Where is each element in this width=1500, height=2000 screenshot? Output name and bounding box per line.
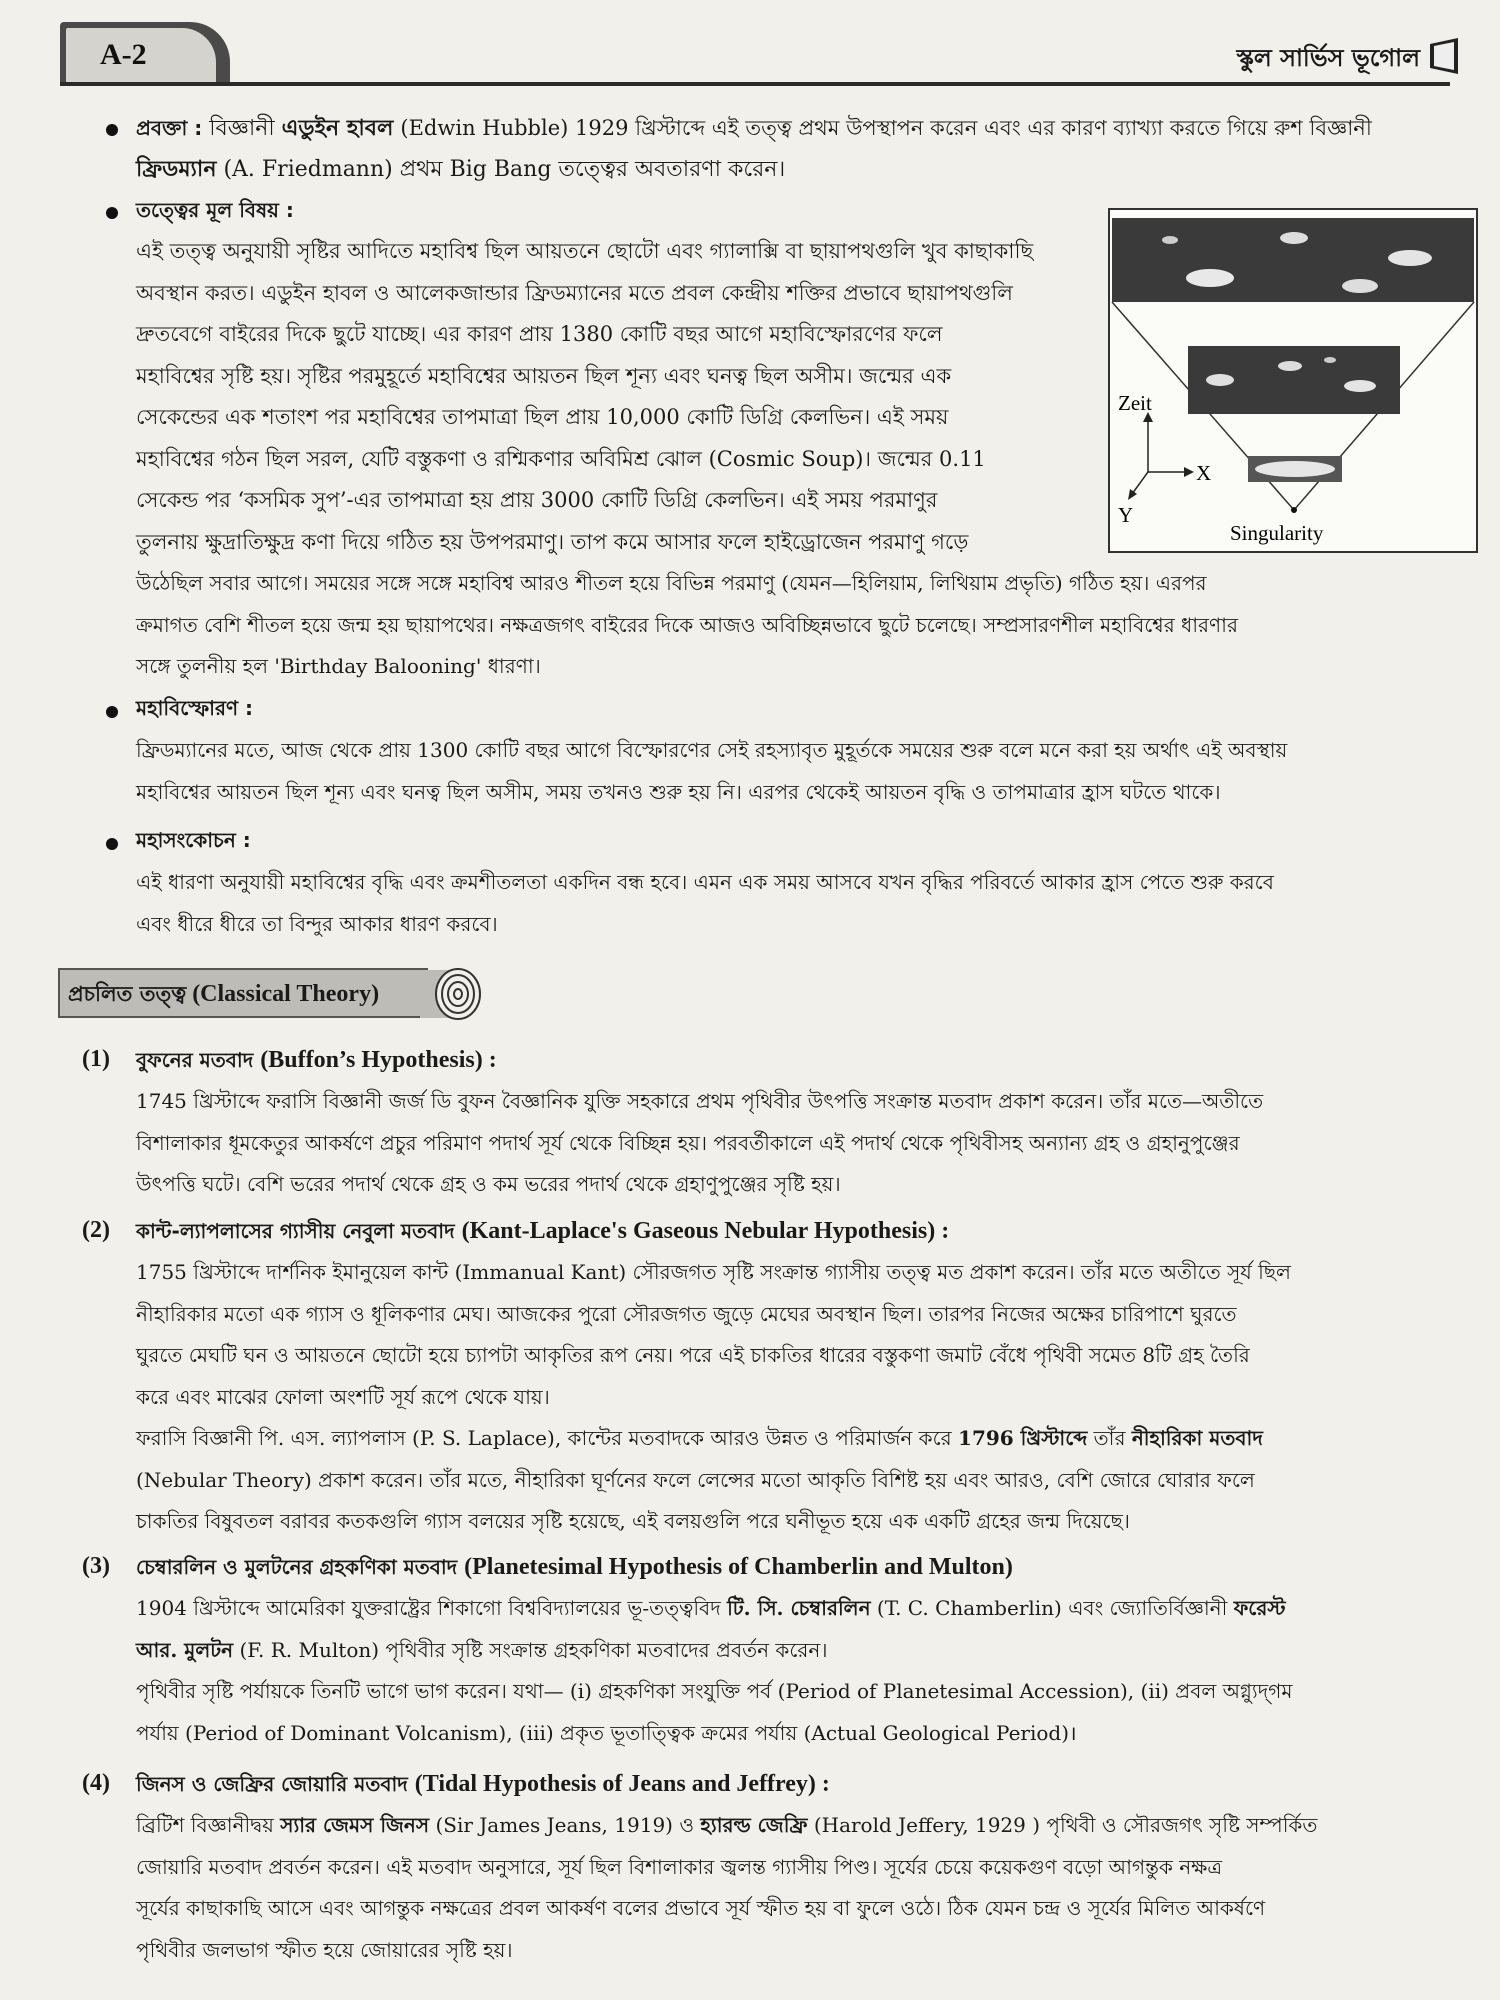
book-icon (1428, 36, 1460, 76)
scroll-icon (420, 966, 484, 1022)
core-text-narrow: এই তত্ত্ব অনুযায়ী সৃষ্টির আদিতে মহাবিশ্ব ছিল আয়তনে ছোটো এবং গ্যালাক্সি বা ছায়াপথগুলি খুব কাছাকাছি অবস্থান করত। এডুইন হাবল ও আলেকজান্ডার ফ্রিডম্যানের মতে প্রবল কেন্দ্রীয় শক্তির প্রভাবে ছায়াপথগুলি দ্রুতবেগে বাইরের দিকে ছুটে যাচ্ছে। এর কারণ প্রায় 1380 কোটি বছর আগে মহাবিস্ফোরণের ফলে মহাবিশ্বের সৃষ্টি হয়। সৃষ্টির পরমুহূর্তে মহাবিশ্বের আয়তন ছিল শূন্য এবং ঘনত্ব ছিল অসীম। জন্মের এক সেকেন্ডের এক শতাংশ পর মহাবিশ্বের তাপমাত্রা ছিল প্রায় 10,000 কোটি ডিগ্রি কেলভিন। এই সময় মহাবিশ্বের গঠন ছিল সরল, যেটি বস্তুকণা ও রশ্মিকণার অবিমিশ্র ঝোল (Cosmic Soup)। জন্মের 0.11 সেকেন্ড পর ‘কসমিক সুপ’-এর তাপমাত্রা হয় প্রায় 3000 কোটি ডিগ্রি কেলভিন। এই সময় পরমাণুর তুলনায় ক্ষুদ্রাতিক্ষুদ্র কণা দিয়ে গঠিত হয় উপপরমাণু। তাপ কমে আসার ফলে হাইড্রোজেন পরমাণু গড়ে (136, 239, 1034, 554)
theory-4-number: (4) (82, 1770, 110, 1796)
singularity-label: Singularity (1230, 521, 1324, 545)
header-rule (60, 82, 1450, 86)
theory-4-title: জিনস ও জেফ্রির জোয়ারি মতবাদ (Tidal Hypothesis of Jeans and Jeffrey) : (136, 1771, 830, 1797)
theory-2-title: কান্ট-ল্যাপলাসের গ্যাসীয় নেবুলা মতবাদ (Kant-Laplace's Gaseous Nebular Hypothesis) : (136, 1218, 950, 1244)
theory-1-text: 1745 খ্রিস্টাব্দে ফরাসি বিজ্ঞানী জর্জ ডি বুফন বৈজ্ঞানিক যুক্তি সহকারে প্রথম পৃথিবীর উৎপত্তি সংক্রান্ত মতবাদ প্রকাশ করেন। তাঁর মতে—অতীতে বিশালাকার ধূমকেতুর আকর্ষণে প্রচুর পরিমাণ পদার্থ সূর্য থেকে বিচ্ছিন্ন হয়। পরবর্তীকালে এই পদার্থ থেকে পৃথিবীসহ অন্যান্য গ্রহ ও গ্রহানুপুঞ্জের উৎপত্তি ঘটে। বেশি ভরের পদার্থ থেকে গ্রহ ও কম ভরের পদার্থ থেকে গ্রহাণুপুঞ্জের সৃষ্টি হয়। (136, 1089, 1264, 1196)
zeit-axis-label: Zeit (1118, 391, 1152, 415)
expansion-diagram (1110, 210, 1476, 551)
bigbang-heading: মহাবিস্ফোরণ : (136, 696, 254, 720)
x-axis-label: X (1196, 461, 1212, 485)
crunch-heading: মহাসংকোচন : (136, 828, 251, 852)
y-axis-label: Y (1118, 503, 1134, 527)
core-heading: তত্ত্বের মূল বিষয় : (136, 198, 294, 222)
universe-expansion-figure (1108, 208, 1478, 553)
theory-4-text: ব্রিটিশ বিজ্ঞানীদ্বয় স্যার জেমস জিনস (Sir James Jeans, 1919) ও হ্যারল্ড জেফ্রি (Harold Jeffery, 1929 ) পৃথিবী ও সৌরজগৎ সৃষ্টি সম্পর্কিত জোয়ারি মতবাদ প্রবর্তন করেন। এই মতবাদ অনুসারে, সূর্য ছিল বিশালাকার জ্বলন্ত গ্যাসীয় পিণ্ড। সূর্যের চেয়ে কয়েকগুণ বড়ো আগন্তুক নক্ষত্র সূর্যের কাছাকাছি আসে এবং আগন্তুক নক্ষত্রের প্রবল আকর্ষণ বলের প্রভাবে সূর্য স্ফীত হয় বা ফুলে ওঠে। ঠিক যেমন চন্দ্র ও সূর্যের মিলিত আকর্ষণে পৃথিবীর জলভাগ স্ফীত হয়ে জোয়ারের সৃষ্টি হয়। (136, 1813, 1318, 1962)
section-banner: প্রচলিত তত্ত্ব (Classical Theory) (58, 968, 428, 1018)
theory-3-text: 1904 খ্রিস্টাব্দে আমেরিকা যুক্তরাষ্ট্রের শিকাগো বিশ্ববিদ্যালয়ের ভূ-তত্ত্ববিদ টি. সি. চেম্বারলিন (T. C. Chamberlin) এবং জ্যোতির্বিজ্ঞানী ফরেস্ট আর. মুলটন (F. R. Multon) পৃথিবীর সৃষ্টি সংক্রান্ত গ্রহকণিকা মতবাদের প্রবর্তন করেন। পৃথিবীর সৃষ্টি পর্যায়কে তিনটি ভাগে ভাগ করেন। যথা— (i) গ্রহকণিকা সংযুক্তি পর্ব (Period of Planetesimal Accession), (ii) প্রবল অগ্ন্যুদ্‌গম পর্যায় (Period of Dominant Volcanism), (iii) প্রকৃত ভূতাত্ত্বিক ক্রমের পর্যায় (Actual Geological Period)। (136, 1596, 1293, 1745)
theory-2-text: 1755 খ্রিস্টাব্দে দার্শনিক ইমানুয়েল কান্ট (Immanual Kant) সৌরজগত সৃষ্টি সংক্রান্ত গ্যাসীয় তত্ত্ব মত প্রকাশ করেন। তাঁর মতে অতীতে সূর্য ছিল নীহারিকার মতো এক গ্যাস ও ধূলিকণার মেঘ। আজকের পুরো সৌরজগত জুড়ে মেঘের অবস্থান ছিল। তারপর নিজের অক্ষের চারিপাশে ঘুরতে ঘুরতে মেঘটি ঘন ও আয়তনে ছোটো হয়ে চ্যাপটা আকৃতির রূপ নেয়। পরে এই চাকতির ধারের বস্তুকণা জমাট বেঁধে পৃথিবী সমেত 8টি গ্রহ তৈরি করে এবং মাঝের ফোলা অংশটি সূর্য রূপে থেকে যায়। ফরাসি বিজ্ঞানী পি. এস. ল্যাপলাস (P. S. Laplace), কান্টের মতবাদকে আরও উন্নত ও পরিমার্জন করে 1796 খ্রিস্টাব্দে তাঁর নীহারিকা মতবাদ (Nebular Theory) প্রকাশ করেন। তাঁর মতে, নীহারিকা ঘূর্ণনের ফলে লেন্সের মতো আকৃতি বিশিষ্ট হয় এবং আরও, বেশি জোরে ঘোরার ফলে চাকতির বিষুবতল বরাবর কতকগুলি গ্যাস বলয়ের সৃষ্টি হয়েছে, এই বলয়গুলি পরে ঘনীভূত হয়ে এক একটি গ্রহের জন্ম দিয়েছে। (136, 1260, 1291, 1533)
crunch-text: এই ধারণা অনুযায়ী মহাবিশ্বের বৃদ্ধি এবং ক্রমশীতলতা একদিন বন্ধ হবে। এমন এক সময় আসবে যখন বৃদ্ধির পরিবর্তে আকার হ্রাস পেতে শুরু করবে এবং ধীরে ধীরে তা বিন্দুর আকার ধারণ করবে। (136, 870, 1274, 936)
bullet-icon (106, 838, 118, 850)
proponent-line-2: ফ্রিডম্যান (A. Friedmann) প্রথম Big Bang তত্ত্বের অবতারণা করেন। (136, 156, 786, 182)
bullet-icon (106, 124, 118, 136)
bigbang-text: ফ্রিডম্যানের মতে, আজ থেকে প্রায় 1300 কোটি বছর আগে বিস্ফোরণের সেই রহস্যাবৃত মুহূর্তকে সময়ের শুরু বলে মনে করা হয় অর্থাৎ এই অবস্থায় মহাবিশ্বের আয়তন ছিল শূন্য এবং ঘনত্ব ছিল অসীম, সময় তখনও শুরু হয় নি। এরপর থেকেই আয়তন বৃদ্ধি ও তাপমাত্রার হ্রাস ঘটতে থাকে। (136, 738, 1288, 804)
book-title: স্কুল সার্ভিস ভূগোল (1236, 44, 1420, 72)
theory-2-number: (2) (82, 1217, 110, 1243)
theory-1-title: বুফনের মতবাদ (Buffon’s Hypothesis) : (136, 1047, 497, 1073)
page-label: A-2 (66, 28, 216, 84)
bullet-icon (106, 706, 118, 718)
bullet-icon (106, 207, 118, 219)
theory-3-title: চেম্বারলিন ও মুলটনের গ্রহকণিকা মতবাদ (Planetesimal Hypothesis of Chamberlin and Multon) (136, 1554, 1013, 1580)
core-text-wide: উঠেছিল সবার আগে। সময়ের সঙ্গে সঙ্গে মহাবিশ্ব আরও শীতল হয়ে বিভিন্ন পরমাণু (যেমন—হিলিয়াম, লিথিয়াম প্রভৃতি) গঠিত হয়। এরপর ক্রমাগত বেশি শীতল হয়ে জন্ম হয় ছায়াপথের। নক্ষত্রজগৎ বাইরের দিকে আজও অবিচ্ছিন্নভাবে ছুটে চলেছে। সম্প্রসারণশীল মহাবিশ্বের ধারণার সঙ্গে তুলনীয় হল 'Birthday Balooning' ধারণা। (136, 571, 1238, 678)
theory-1-number: (1) (82, 1046, 110, 1072)
theory-3-number: (3) (82, 1553, 110, 1579)
proponent-line-1: প্রবক্তা : বিজ্ঞানী এডুইন হাবল (Edwin Hubble) 1929 খ্রিস্টাব্দে এই তত্ত্ব প্রথম উপস্থাপন করেন এবং এর কারণ ব্যাখ্যা করতে গিয়ে রুশ বিজ্ঞানী (136, 115, 1372, 141)
